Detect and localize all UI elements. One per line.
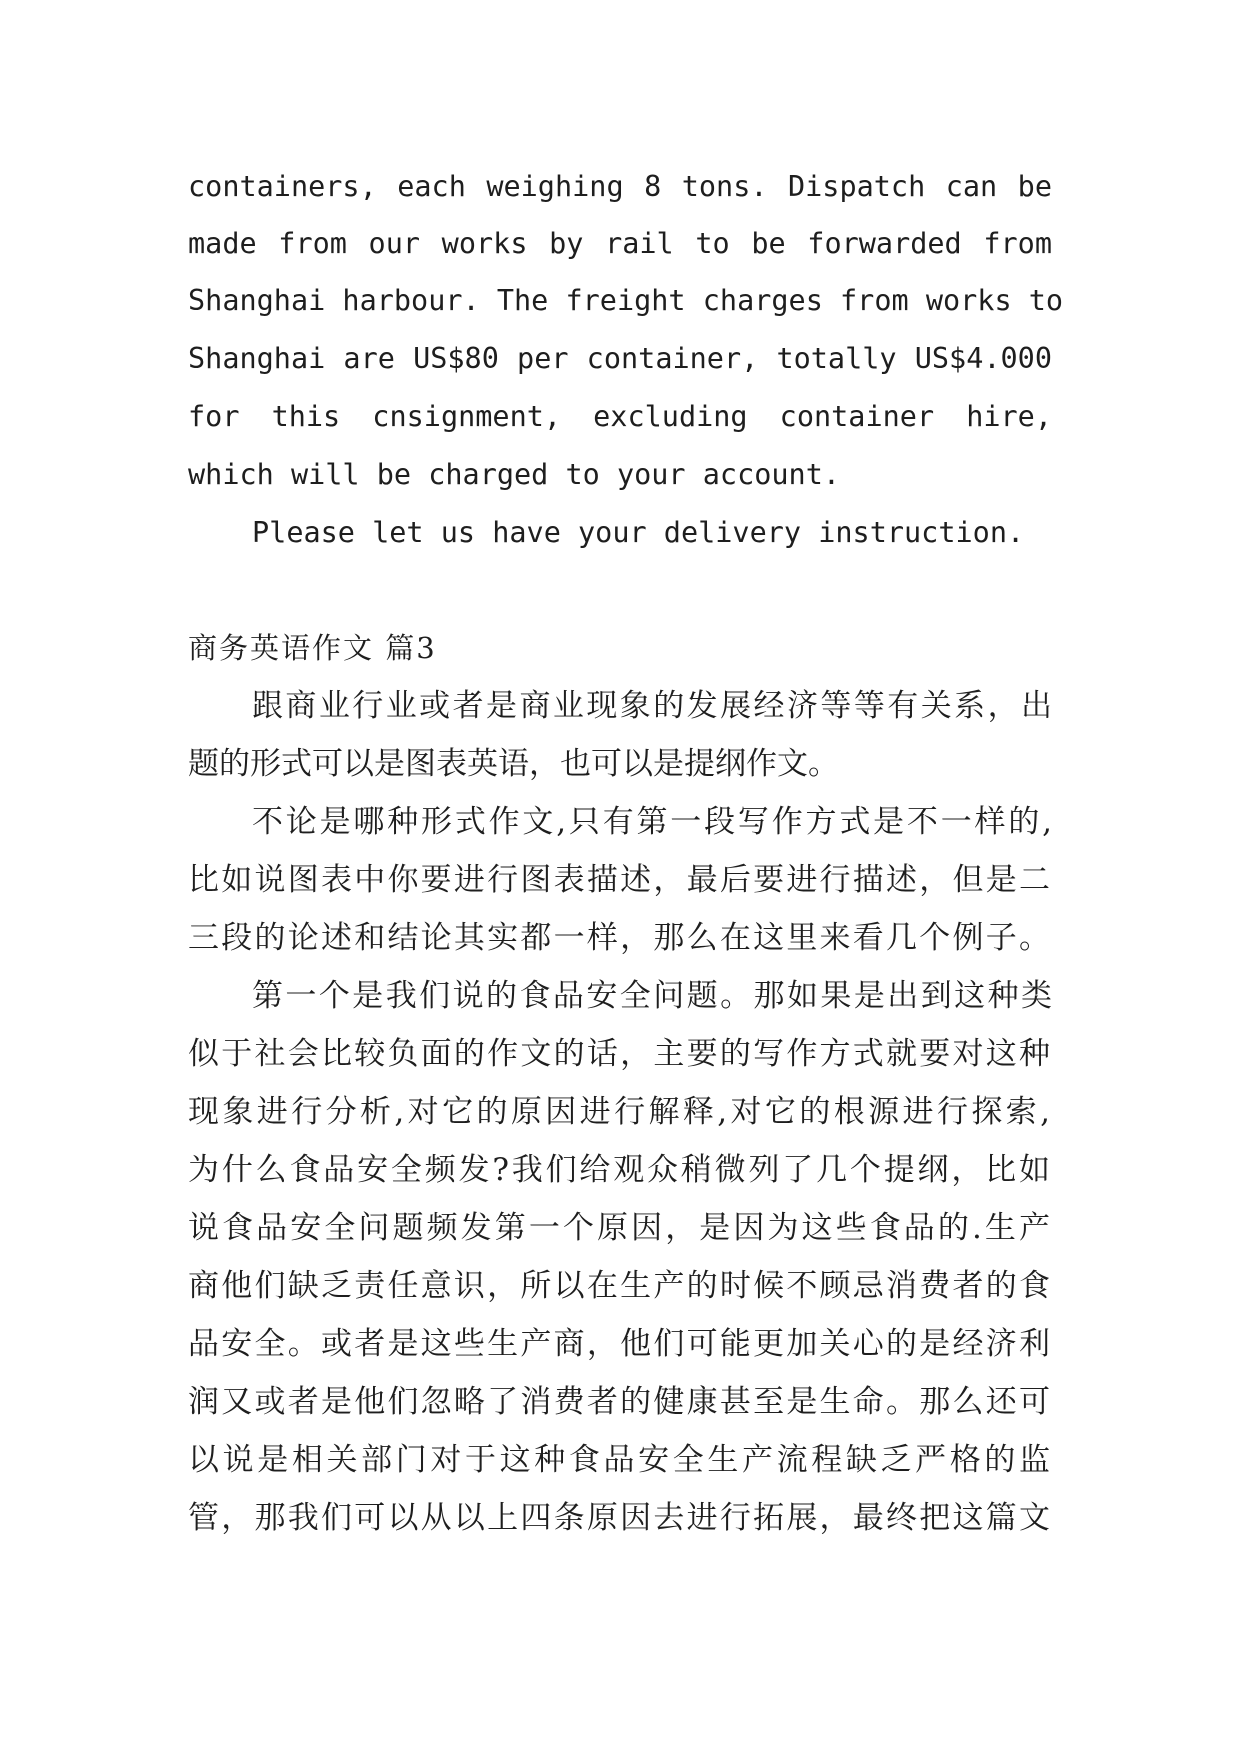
cn-p3-line-9: 以说是相关部门对于这种食品安全生产流程缺乏严格的监: [188, 1442, 1052, 1478]
letter-closing-line: Please let us have your delivery instruction.: [252, 516, 1025, 549]
cn-p1-line-1: 跟商业行业或者是商业现象的发展经济等等有关系，出: [252, 688, 1052, 724]
cn-p3-line-3: 现象进行分析,对它的原因进行解释,对它的根源进行探索,: [188, 1094, 1052, 1130]
cn-p2-line-3: 三段的论述和结论其实都一样，那么在这里来看几个例子。: [188, 920, 1052, 956]
cn-p3-line-10: 管，那我们可以从以上四条原因去进行拓展，最终把这篇文: [188, 1500, 1052, 1536]
cn-p3-line-1: 第一个是我们说的食品安全问题。那如果是出到这种类: [252, 978, 1052, 1014]
cn-p3-line-2: 似于社会比较负面的作文的话，主要的写作方式就要对这种: [188, 1036, 1052, 1072]
letter-line-6: which will be charged to your account.: [188, 458, 841, 491]
cn-p3-line-5: 说食品安全问题频发第一个原因，是因为这些食品的.生产: [188, 1210, 1052, 1246]
cn-p3-line-8: 润又或者是他们忽略了消费者的健康甚至是生命。那么还可: [188, 1384, 1052, 1420]
section-heading: 商务英语作文 篇3: [188, 631, 437, 665]
letter-line-4: Shanghai are US$80 per container, totally US$4.000: [188, 342, 1052, 375]
letter-line-1: containers, each weighing 8 tons. Dispatch can be: [188, 170, 1052, 203]
cn-p3-line-6: 商他们缺乏责任意识，所以在生产的时候不顾忌消费者的食: [188, 1268, 1052, 1304]
cn-p2-line-2: 比如说图表中你要进行图表描述，最后要进行描述，但是二: [188, 862, 1052, 898]
letter-line-5: for this cnsignment, excluding container hire,: [188, 400, 1052, 433]
cn-p1-line-2: 题的形式可以是图表英语，也可以是提纲作文。: [188, 746, 839, 782]
cn-p3-line-4: 为什么食品安全频发?我们给观众稍微列了几个提纲，比如: [188, 1152, 1052, 1188]
cn-p3-line-7: 品安全。或者是这些生产商，他们可能更加关心的是经济利: [188, 1326, 1052, 1362]
letter-line-3: Shanghai harbour. The freight charges from works to: [188, 284, 1064, 317]
cn-p2-line-1: 不论是哪种形式作文,只有第一段写作方式是不一样的,: [252, 804, 1052, 840]
letter-line-2: made from our works by rail to be forwarded from: [188, 227, 1052, 260]
